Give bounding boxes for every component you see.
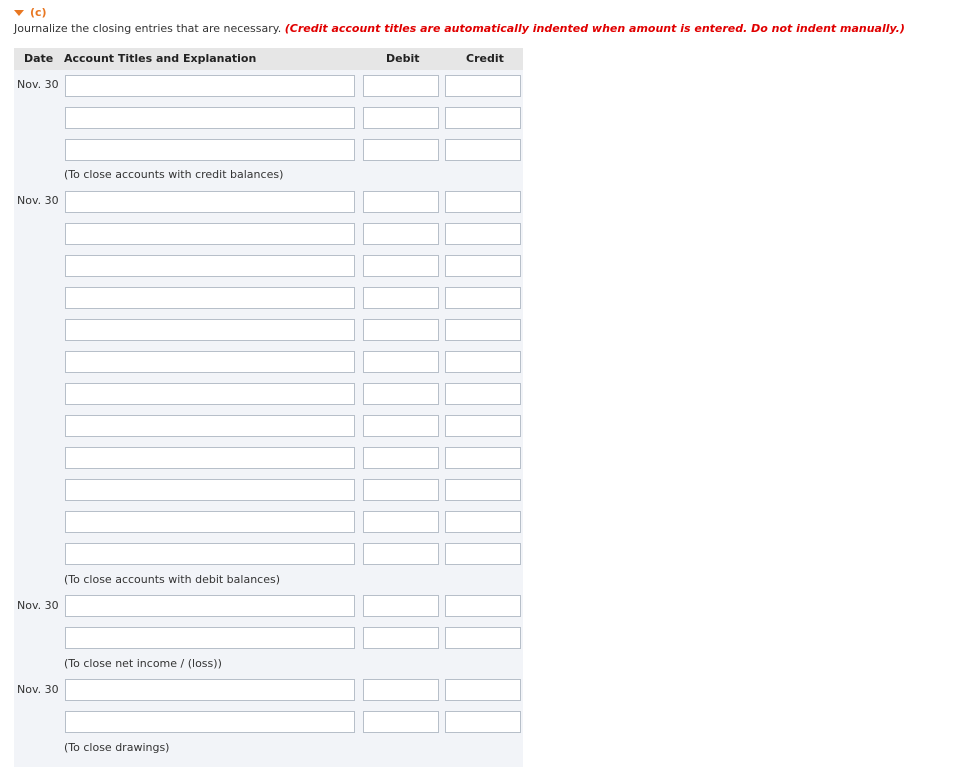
- debit-input[interactable]: [363, 479, 439, 501]
- credit-input[interactable]: [445, 415, 521, 437]
- debit-input[interactable]: [363, 679, 439, 701]
- account-title-input[interactable]: [65, 595, 355, 617]
- journal-table-header: [14, 48, 523, 70]
- account-title-input[interactable]: [65, 319, 355, 341]
- entry-date: Nov. 30: [17, 194, 59, 207]
- part-label: (c): [30, 5, 47, 19]
- debit-input[interactable]: [363, 319, 439, 341]
- account-title-input[interactable]: [65, 627, 355, 649]
- debit-input[interactable]: [363, 415, 439, 437]
- header-account: Account Titles and Explanation: [64, 52, 257, 65]
- credit-input[interactable]: [445, 543, 521, 565]
- header-credit: Credit: [466, 52, 504, 65]
- header-debit: Debit: [386, 52, 420, 65]
- credit-input[interactable]: [445, 139, 521, 161]
- account-title-input[interactable]: [65, 191, 355, 213]
- entry-date: Nov. 30: [17, 78, 59, 91]
- debit-input[interactable]: [363, 191, 439, 213]
- debit-input[interactable]: [363, 223, 439, 245]
- header-date: Date: [24, 52, 54, 65]
- collapse-caret-icon[interactable]: [14, 10, 24, 16]
- credit-input[interactable]: [445, 319, 521, 341]
- credit-input[interactable]: [445, 711, 521, 733]
- account-title-input[interactable]: [65, 679, 355, 701]
- account-title-input[interactable]: [65, 107, 355, 129]
- entry-date: Nov. 30: [17, 599, 59, 612]
- entry-explanation: (To close accounts with debit balances): [64, 573, 281, 586]
- debit-input[interactable]: [363, 351, 439, 373]
- account-title-input[interactable]: [65, 511, 355, 533]
- credit-input[interactable]: [445, 511, 521, 533]
- credit-input[interactable]: [445, 287, 521, 309]
- credit-input[interactable]: [445, 595, 521, 617]
- debit-input[interactable]: [363, 383, 439, 405]
- account-title-input[interactable]: [65, 255, 355, 277]
- credit-input[interactable]: [445, 479, 521, 501]
- credit-input[interactable]: [445, 223, 521, 245]
- account-title-input[interactable]: [65, 351, 355, 373]
- account-title-input[interactable]: [65, 447, 355, 469]
- credit-input[interactable]: [445, 75, 521, 97]
- debit-input[interactable]: [363, 255, 439, 277]
- entry-explanation: (To close accounts with credit balances): [64, 168, 284, 181]
- debit-input[interactable]: [363, 447, 439, 469]
- credit-input[interactable]: [445, 679, 521, 701]
- debit-input[interactable]: [363, 107, 439, 129]
- section-header[interactable]: [14, 4, 47, 20]
- debit-input[interactable]: [363, 75, 439, 97]
- credit-input[interactable]: [445, 383, 521, 405]
- credit-input[interactable]: [445, 447, 521, 469]
- credit-input[interactable]: [445, 107, 521, 129]
- credit-input[interactable]: [445, 191, 521, 213]
- account-title-input[interactable]: [65, 543, 355, 565]
- debit-input[interactable]: [363, 595, 439, 617]
- account-title-input[interactable]: [65, 139, 355, 161]
- account-title-input[interactable]: [65, 383, 355, 405]
- account-title-input[interactable]: [65, 287, 355, 309]
- entry-explanation: (To close net income / (loss)): [64, 657, 222, 670]
- debit-input[interactable]: [363, 287, 439, 309]
- debit-input[interactable]: [363, 139, 439, 161]
- account-title-input[interactable]: [65, 479, 355, 501]
- instruction-note: (Credit account titles are automatically indented when amount is entered. Do not indent manually.): [284, 22, 905, 35]
- account-title-input[interactable]: [65, 415, 355, 437]
- debit-input[interactable]: [363, 511, 439, 533]
- account-title-input[interactable]: [65, 711, 355, 733]
- debit-input[interactable]: [363, 543, 439, 565]
- credit-input[interactable]: [445, 255, 521, 277]
- journal-table: [14, 48, 523, 767]
- account-title-input[interactable]: [65, 75, 355, 97]
- entry-explanation: (To close drawings): [64, 741, 170, 754]
- instruction-text: [14, 22, 905, 35]
- instruction-main: Journalize the closing entries that are necessary.: [14, 22, 285, 35]
- debit-input[interactable]: [363, 627, 439, 649]
- credit-input[interactable]: [445, 627, 521, 649]
- entry-date: Nov. 30: [17, 683, 59, 696]
- credit-input[interactable]: [445, 351, 521, 373]
- account-title-input[interactable]: [65, 223, 355, 245]
- debit-input[interactable]: [363, 711, 439, 733]
